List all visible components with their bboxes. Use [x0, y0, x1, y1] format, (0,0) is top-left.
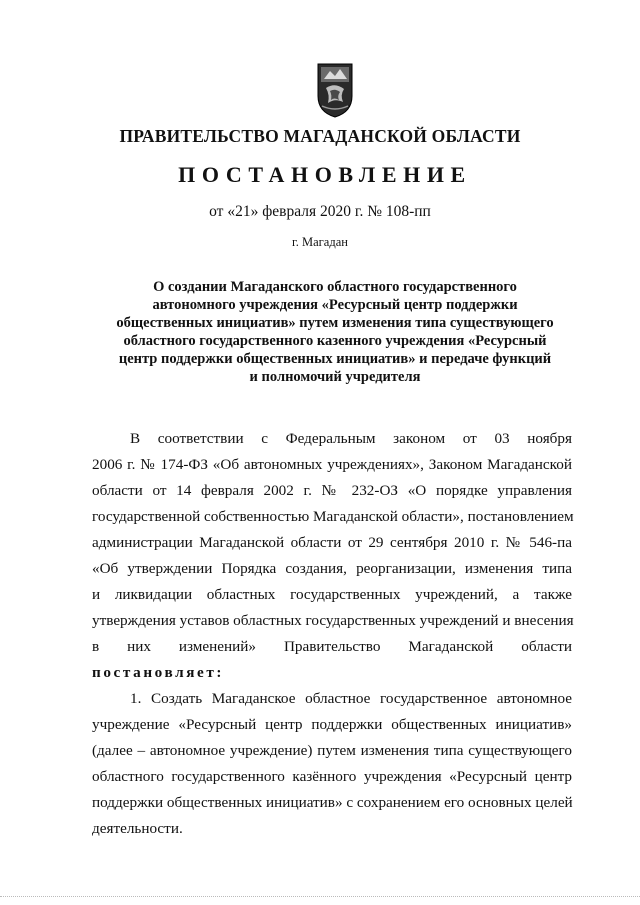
- body-text-line: В соответствии с Федеральным законом от 03 ноября: [130, 430, 572, 447]
- date-and-number: от «21» февраля 2020 г. № 108-пп: [209, 203, 431, 220]
- coat-of-arms-emblem: [316, 62, 354, 118]
- subject-line: и полномочий учредителя: [249, 369, 421, 385]
- clause-1-line: 1. Создать Магаданское областное государственное автономное: [130, 690, 572, 707]
- body-text-line: 2006 г. № 174-ФЗ «Об автономных учреждениях», Законом Магаданской: [92, 456, 572, 473]
- body-text-line: области от 14 февраля 2002 г. № 232-ОЗ «О порядке управления: [92, 482, 572, 499]
- body-text-line: государственной собственностью Магаданской области», постановлением: [92, 508, 574, 525]
- body-text-line: «Об утверждении Порядка создания, реорганизации, изменения типа: [92, 560, 572, 577]
- subject-line: центр поддержки общественных инициатив» и передаче функций: [118, 351, 552, 367]
- subject-line: областного государственного казенного учреждения «Ресурсный: [123, 333, 547, 349]
- clause-1-line: учреждение «Ресурсный центр поддержки общественных инициатив»: [92, 716, 572, 733]
- clause-1-line: деятельности.: [92, 820, 183, 837]
- subject-line: общественных инициатив» путем изменения типа существующего: [116, 315, 554, 331]
- body-text-line: в них изменений» Правительство Магаданской области: [92, 638, 572, 655]
- body-text-line: администрации Магаданской области от 29 сентября 2010 г. № 546-па: [92, 534, 572, 551]
- government-title: ПРАВИТЕЛЬСТВО МАГАДАНСКОЙ ОБЛАСТИ: [119, 126, 521, 146]
- body-text-line: утверждения уставов областных государственных учреждений и внесения: [92, 612, 574, 629]
- subject-line: О создании Магаданского областного государственного: [153, 279, 517, 295]
- resolves-word: постановляет:: [92, 664, 225, 681]
- decree-subject: [90, 278, 580, 386]
- clause-1-line: (далее – автономное учреждение) путем изменения типа существующего: [92, 742, 572, 759]
- page-bottom-divider: [0, 896, 640, 897]
- body-text-line: и ликвидации областных государственных учреждений, а также: [92, 586, 572, 603]
- city-name: г. Магадан: [292, 235, 348, 249]
- document-type-title: ПОСТАНОВЛЕНИЕ: [178, 162, 472, 187]
- clause-1-line: поддержки общественных инициатив» с сохранением его основных целей: [92, 794, 573, 811]
- subject-line: автономного учреждения «Ресурсный центр поддержки: [152, 297, 518, 313]
- clause-1-line: областного государственного казённого учреждения «Ресурсный центр: [92, 768, 572, 785]
